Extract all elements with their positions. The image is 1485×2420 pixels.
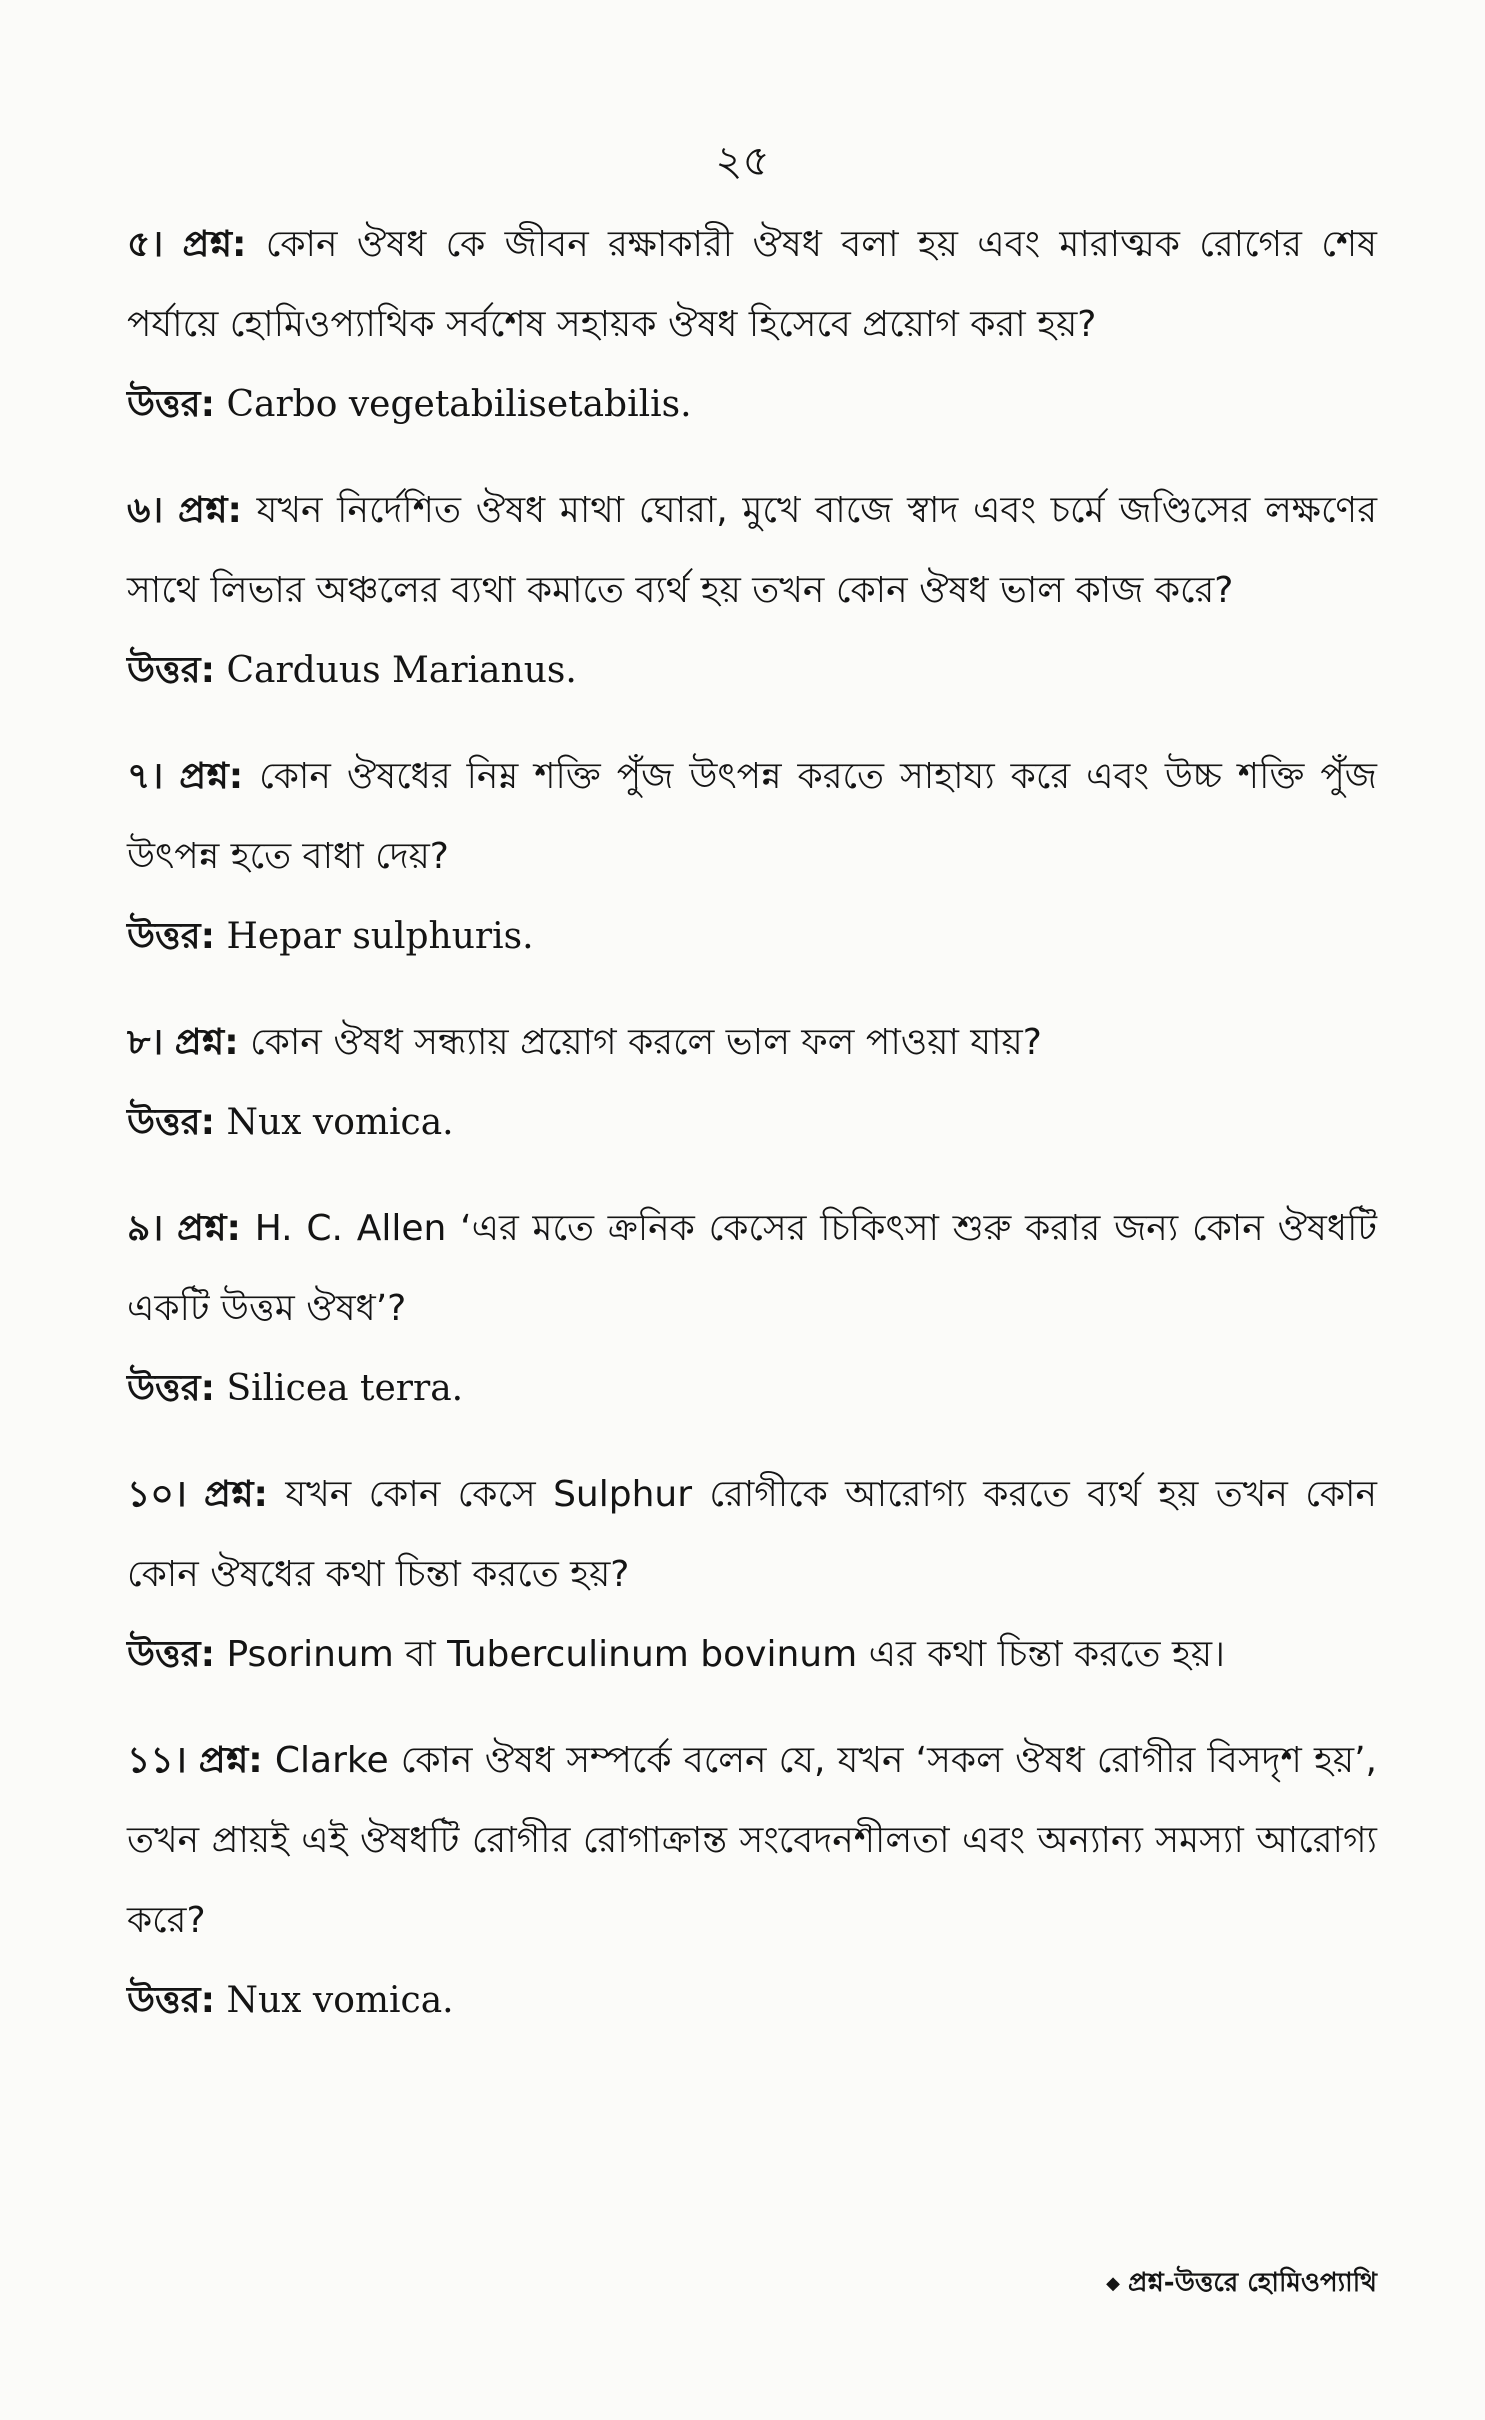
question-text: কোন ঔষধ কে জীবন রক্ষাকারী ঔষধ বলা হয় এবং মারাত্মক রোগের শেষ পর্যায়ে হোমিওপ্যাথিক সর্বশেষ সহায়ক ঔষধ হিসেবে প্রয়োগ করা হয়? — [127, 224, 1377, 345]
question-text: H. C. Allen ‘এর মতে ক্রনিক কেসের চিকিৎসা শুরু করার জন্য কোন ঔষধটি একটি উত্তম ঔষধ’? — [127, 1208, 1377, 1329]
answer — [127, 1349, 1377, 1429]
book-title: প্রশ্ন-উত্তরে হোমিওপ্যাথি — [1128, 2268, 1377, 2298]
qa-item — [127, 1455, 1377, 1695]
answer-text: Silicea terra. — [226, 1368, 464, 1409]
question-number: ৫। — [127, 224, 164, 265]
question — [127, 1721, 1377, 1961]
answer — [127, 631, 1377, 711]
question-number: ৯। — [127, 1208, 164, 1249]
answer-label: উত্তর: — [127, 384, 215, 425]
question-number: ৮। — [127, 1022, 164, 1063]
answer — [127, 1615, 1377, 1695]
question-text: Clarke কোন ঔষধ সম্পর্কে বলেন যে, যখন ‘সকল ঔষধ রোগীর বিসদৃশ হয়’, তখন প্রায়ই এই ঔষধটি রোগীর রোগাক্রান্ত সংবেদনশীলতা এবং অন্যান্য সমস্যা আরোগ্য করে? — [127, 1740, 1377, 1941]
answer-label: উত্তর: — [127, 1980, 215, 2021]
question — [127, 1189, 1377, 1349]
qa-item — [127, 737, 1377, 977]
question-label: প্রশ্ন: — [204, 1474, 268, 1515]
qa-item — [127, 1189, 1377, 1429]
question — [127, 205, 1377, 365]
answer-label: উত্তর: — [127, 1634, 215, 1675]
answer-text: Psorinum বা Tuberculinum bovinum এর কথা চিন্তা করতে হয়। — [226, 1634, 1225, 1675]
answer-text: Carduus Marianus. — [226, 650, 577, 691]
question-text: কোন ঔষধের নিম্ন শক্তি পুঁজ উৎপন্ন করতে সাহায্য করে এবং উচ্চ শক্তি পুঁজ উৎপন্ন হতে বাধা দেয়? — [127, 756, 1377, 877]
question-text: কোন ঔষধ সন্ধ্যায় প্রয়োগ করলে ভাল ফল পাওয়া যায়? — [250, 1022, 1042, 1063]
question-label: প্রশ্ন: — [198, 1740, 263, 1781]
question-number: ১০। — [127, 1474, 187, 1515]
answer-label: উত্তর: — [127, 916, 215, 957]
question-label: প্রশ্ন: — [177, 490, 242, 531]
page-number: ২৫ — [715, 136, 770, 185]
diamond-bullet-icon: ◆ — [1106, 2273, 1121, 2294]
qa-item — [127, 1721, 1377, 2041]
question — [127, 1003, 1377, 1083]
answer-label: উত্তর: — [127, 650, 215, 691]
question-text: যখন কোন কেসে Sulphur রোগীকে আরোগ্য করতে ব্যর্থ হয় তখন কোন কোন ঔষধের কথা চিন্তা করতে হয়? — [127, 1474, 1377, 1595]
question — [127, 1455, 1377, 1615]
qa-item — [127, 205, 1377, 445]
question — [127, 471, 1377, 631]
answer — [127, 365, 1377, 445]
answer-text: Nux vomica. — [226, 1980, 454, 2021]
qa-item — [127, 471, 1377, 711]
answer-text: Carbo vegetabilisetabilis. — [226, 384, 692, 425]
question-number: ৭। — [127, 756, 164, 797]
answer-text: Hepar sulphuris. — [226, 916, 534, 957]
question-label: প্রশ্ন: — [177, 1208, 241, 1249]
answer-label: উত্তর: — [127, 1102, 215, 1143]
question-label: প্রশ্ন: — [179, 756, 244, 797]
qa-item — [127, 1003, 1377, 1163]
question-text: যখন নির্দেশিত ঔষধ মাথা ঘোরা, মুখে বাজে স্বাদ এবং চর্মে জণ্ডিসের লক্ষণের সাথে লিভার অঞ্চলের ব্যথা কমাতে ব্যর্থ হয় তখন কোন ঔষধ ভাল কাজ করে? — [127, 490, 1377, 611]
answer — [127, 1083, 1377, 1163]
answer-text: Nux vomica. — [226, 1102, 454, 1143]
question-label: প্রশ্ন: — [174, 1022, 239, 1063]
running-footer — [1106, 2262, 1377, 2306]
answer — [127, 1961, 1377, 2041]
question-number: ৬। — [127, 490, 164, 531]
question-number: ১১। — [127, 1740, 187, 1781]
answer-label: উত্তর: — [127, 1368, 215, 1409]
question-label: প্রশ্ন: — [182, 224, 247, 265]
answer — [127, 897, 1377, 977]
qa-list — [127, 205, 1377, 2067]
question — [127, 737, 1377, 897]
